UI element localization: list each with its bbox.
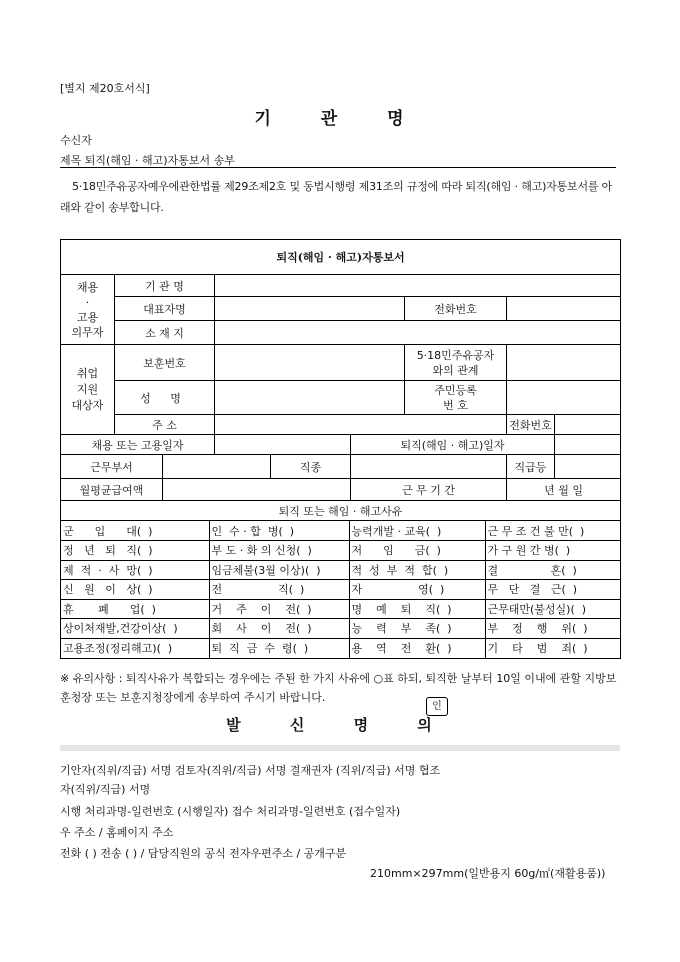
reason-row [61, 541, 621, 561]
resident-number-label [405, 381, 507, 415]
vet-number-field[interactable] [215, 345, 405, 381]
name-field[interactable] [215, 381, 405, 415]
resident-number-label-line: 번 호 [443, 398, 468, 412]
recipient-label: 수신자 [60, 134, 92, 147]
hire-date-label: 채용 또는 고용일자 [61, 435, 215, 455]
reason-option[interactable]: 거 주 이 전( ) [209, 599, 349, 619]
target-group-line: 지원 [76, 382, 99, 396]
reason-option[interactable]: 신 원 이 상( ) [61, 580, 209, 600]
reason-option[interactable]: 부 정 행 위( ) [485, 619, 621, 639]
address-field[interactable] [215, 321, 621, 345]
employer-group-line: 채용 [76, 280, 99, 294]
reason-option[interactable]: 저 임 금( ) [349, 541, 485, 561]
employer-group-label [61, 275, 115, 345]
retire-date-label: 퇴직(해임 · 해고)일자 [351, 435, 555, 455]
reason-option[interactable]: 능 력 부 족( ) [349, 619, 485, 639]
organization-name-title: 기 관 명 [254, 109, 426, 129]
relation-label-line: 와의 관계 [432, 363, 479, 377]
target-group-line: 취업 [76, 366, 99, 380]
rep-name-field[interactable] [215, 297, 405, 321]
dept-label: 근무부서 [61, 455, 163, 479]
subject-underline [60, 167, 616, 168]
reason-option[interactable]: 자 영( ) [349, 580, 485, 600]
retire-date-field[interactable] [555, 435, 621, 455]
job-type-label: 직종 [271, 455, 351, 479]
footer-cooperation-line: 자(직위/직급) 서명 [60, 783, 151, 796]
employer-group-line: 의무자 [71, 325, 104, 339]
reason-option[interactable]: 용 역 전 환( ) [349, 638, 485, 658]
employer-group-line: · [85, 295, 90, 309]
address-label: 소 재 지 [115, 321, 215, 345]
reason-option[interactable]: 임금체불(3월 이상)( ) [209, 560, 349, 580]
reason-option[interactable]: 퇴 직 금 수 령( ) [209, 638, 349, 658]
reason-row [61, 638, 621, 658]
target-group-label [61, 345, 115, 435]
reason-option[interactable]: 부 도 · 화 의 신청( ) [209, 541, 349, 561]
divider-bar [60, 745, 620, 751]
grade-label: 직급등 [507, 455, 555, 479]
reason-option[interactable]: 전 직( ) [209, 580, 349, 600]
reason-option[interactable]: 결 혼( ) [485, 560, 621, 580]
reason-option[interactable]: 근무태만(불성실)( ) [485, 599, 621, 619]
reason-option[interactable]: 기 타 범 죄( ) [485, 638, 621, 658]
reason-option[interactable]: 상이처재발,건강이상( ) [61, 619, 209, 639]
relation-field[interactable] [507, 345, 621, 381]
name-label: 성 명 [115, 381, 215, 415]
target-group-line: 대상자 [71, 398, 104, 412]
reason-grid [61, 521, 621, 658]
footer-approval-line: 기안자(직위/직급) 서명 검토자(직위/직급) 서명 결재권자 (직위/직급) 서명 협조 [60, 764, 441, 777]
reason-option[interactable]: 정 년 퇴 직( ) [61, 541, 209, 561]
reason-row [61, 521, 621, 541]
reason-row [61, 560, 621, 580]
work-period-label: 근 무 기 간 [351, 479, 507, 501]
footer-address-line: 우 주소 / 홈페이지 주소 [60, 826, 174, 839]
reason-row [61, 619, 621, 639]
paper-size: 210mm×297mm(일반용지 60g/㎡(재활용품)) [370, 867, 606, 880]
reason-option[interactable]: 휴 폐 업( ) [61, 599, 209, 619]
target-phone-field[interactable] [555, 415, 621, 435]
resident-number-label-line: 주민등록 [434, 383, 477, 397]
target-address-label: 주 소 [115, 415, 215, 435]
reason-option[interactable]: 인 수 · 합 병( ) [209, 521, 349, 541]
phone-field[interactable] [507, 297, 621, 321]
target-phone-label: 전화번호 [507, 415, 555, 435]
reason-option[interactable]: 고용조정(정리해고)( ) [61, 638, 209, 658]
job-type-field[interactable] [351, 455, 507, 479]
avg-pay-label: 월평균급여액 [61, 479, 163, 501]
retirement-notice-form [60, 239, 621, 659]
reason-option[interactable]: 적 성 부 적 합( ) [349, 560, 485, 580]
reason-option[interactable]: 회 사 이 전( ) [209, 619, 349, 639]
footer-execution-line: 시행 처리과명-일련번호 (시행일자) 접수 처리과명-일련번호 (접수일자) [60, 805, 401, 818]
notice-text: ※ 유의사항 : 퇴직사유가 복합되는 경우에는 주된 한 가지 사유에 ○표 하되, 퇴직한 날부터 10일 이내에 관할 지방보훈청장 또는 보훈지청장에게 송부하여 주시기 바랍니다. [60, 672, 617, 704]
phone-label: 전화번호 [405, 297, 507, 321]
reason-option[interactable]: 제 적 · 사 망( ) [61, 560, 209, 580]
reason-option[interactable]: 무 단 결 근( ) [485, 580, 621, 600]
vet-number-label: 보훈번호 [115, 345, 215, 381]
reason-option[interactable]: 가 구 원 간 병( ) [485, 541, 621, 561]
reason-row [61, 580, 621, 600]
form-title: 퇴직(해임 · 해고)자통보서 [61, 240, 621, 275]
subject-line: 제목 퇴직(해임 · 해고)자통보서 송부 [60, 154, 235, 167]
reason-option[interactable]: 군 입 대( ) [61, 521, 209, 541]
body-paragraph: 5·18민주유공자예우에관한법률 제29조제2호 및 동법시행령 제31조의 규정에 따라 퇴직(해임 · 해고)자통보서를 아래와 같이 송부합니다. [60, 180, 613, 214]
reason-option[interactable]: 명 예 퇴 직( ) [349, 599, 485, 619]
stamp-seal: 인 [426, 697, 448, 716]
grade-field[interactable] [555, 455, 621, 479]
org-name-label: 기 관 명 [115, 275, 215, 297]
rep-name-label: 대표자명 [115, 297, 215, 321]
dept-field[interactable] [163, 455, 271, 479]
reason-row [61, 599, 621, 619]
resident-number-field[interactable] [507, 381, 621, 415]
avg-pay-field[interactable] [163, 479, 351, 501]
reason-option[interactable]: 능력개발 · 교육( ) [349, 521, 485, 541]
relation-label [405, 345, 507, 381]
reason-option[interactable]: 근 무 조 건 불 만( ) [485, 521, 621, 541]
hire-date-field[interactable] [215, 435, 351, 455]
sender-title: 발 신 명 의 [226, 716, 454, 734]
footer-contact-line: 전화 ( ) 전송 ( ) / 담당직원의 공식 전자우편주소 / 공개구분 [60, 847, 347, 860]
work-period-field[interactable]: 년 월 일 [507, 479, 621, 501]
employer-group-line: 고용 [76, 310, 99, 324]
form-number: [별지 제20호서식] [60, 82, 150, 95]
target-address-field[interactable] [215, 415, 507, 435]
org-name-field[interactable] [215, 275, 621, 297]
reason-title: 퇴직 또는 해임 · 해고사유 [61, 501, 621, 521]
relation-label-line: 5·18민주유공자 [416, 348, 495, 362]
